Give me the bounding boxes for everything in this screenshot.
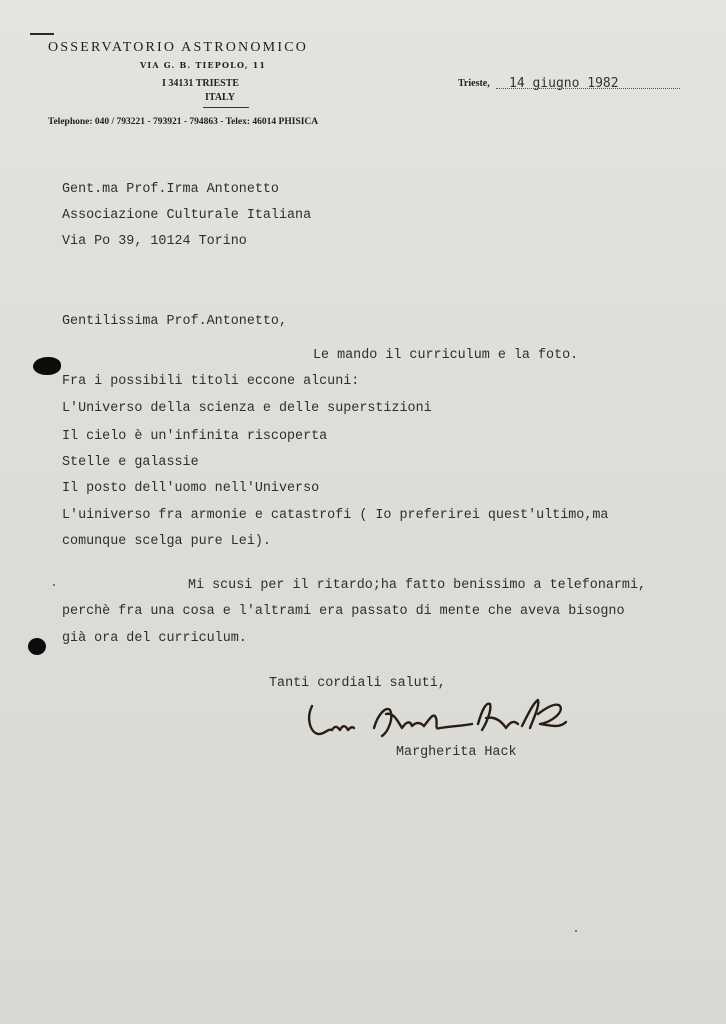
letterhead-dash (30, 33, 54, 35)
letterhead-rule (203, 107, 249, 108)
intro-line: Le mando il curriculum e la foto. (313, 348, 579, 363)
title-item: Il posto dell'uomo nell'Universo (62, 481, 320, 496)
title-item: Il cielo è un'infinita riscoperta (62, 429, 328, 444)
paper-fleck (53, 584, 55, 586)
paper-hole (33, 357, 61, 375)
letterhead-contacts: Telephone: 040 / 793221 - 793921 - 794863 - Telex: 46014 PHISICA (48, 117, 319, 127)
date-place: Trieste, (458, 78, 490, 89)
title-item: L'uiniverso fra armonie e catastrofi ( Io preferirei quest'ultimo,ma (62, 508, 609, 523)
titles-intro: Fra i possibili titoli eccone alcuni: (62, 374, 360, 389)
apology-line: già ora del curriculum. (62, 631, 247, 646)
title-continuation: comunque scelga pure Lei). (62, 534, 271, 549)
date-value: 14 giugno 1982 (509, 76, 619, 91)
recipient-line: Associazione Culturale Italiana (62, 208, 312, 223)
apology-line: perchè fra una cosa e l'altrami era passato di mente che aveva bisogno (62, 604, 625, 619)
title-item: L'Universo della scienza e delle superstizioni (62, 401, 432, 416)
letterhead-street: VIA G. B. TIEPOLO, 11 (140, 60, 267, 70)
apology-line: Mi scusi per il ritardo;ha fatto benissimo a telefonarmi, (188, 578, 647, 593)
recipient-line: Gent.ma Prof.Irma Antonetto (62, 182, 279, 197)
letterhead-city: I 34131 TRIESTE (162, 78, 240, 89)
typed-signature-name: Margherita Hack (396, 745, 517, 760)
letterhead-country: ITALY (205, 92, 236, 103)
letterhead-name: OSSERVATORIO ASTRONOMICO (48, 40, 309, 55)
salutation: Gentilissima Prof.Antonetto, (62, 314, 287, 329)
handwritten-signature (302, 688, 574, 744)
paper-hole (28, 638, 46, 655)
title-item: Stelle e galassie (62, 455, 199, 470)
paper-fleck (575, 930, 577, 932)
closing-greeting: Tanti cordiali saluti, (269, 676, 446, 691)
recipient-line: Via Po 39, 10124 Torino (62, 234, 247, 249)
